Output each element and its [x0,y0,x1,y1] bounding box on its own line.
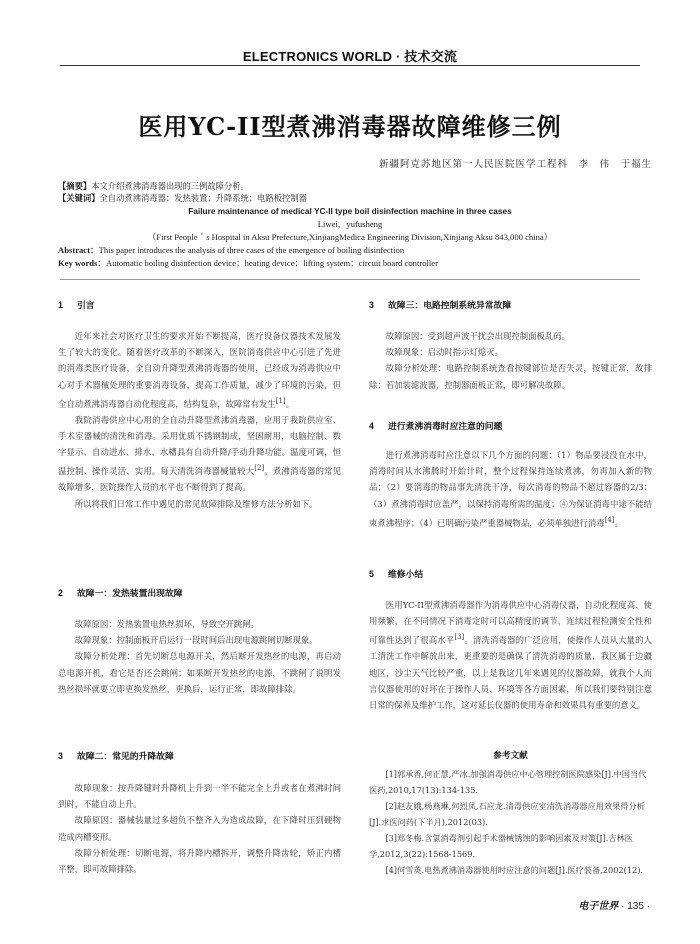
section-5-heading [369,567,423,580]
page-number: · 135 · [621,901,650,912]
section-1-heading [58,298,95,311]
page-footer [578,897,650,912]
english-keywords-text: Automatic boiling disinfection device；heating device；lifting system；circuit board controller [105,258,438,268]
journal-brand: 电子世界 [578,901,619,912]
section-1-number: 1 [58,300,63,310]
section-2-body [58,616,341,697]
keywords-cn-label: 【关键词】 [58,193,100,203]
section-3-title: 故障二：常见的升降故障 [77,751,174,761]
section-4-body [369,447,652,531]
references-list [369,766,652,878]
section-4-heading [369,419,502,432]
english-keywords [58,258,642,270]
paragraph: 故障分析处理：切断电源，将升降内槽拆开，调整升降齿轮，矫正内槽平整，即可故障排除。 [58,847,341,875]
abstract-cn-label: 【摘要】 [58,181,92,191]
paragraph: 近年来社会对医疗卫生的要求开始不断提高，医疗设备仪器技术发展发生了较大的变化。随着医疗改革的不断深入，医院消毒供应中心引进了先进的消毒类医疗设备，全自动升降型煮沸消毒器的使用，已经成为消毒供应中心对手术器械处理的重要消毒设备，提高工作质量，减少了环境的污染，但全自动煮沸消毒器自动化程度高，结构复杂，故障常有发生[1]。 [58,331,341,409]
paragraph: 故障现象：启动时指示灯熄灭。 [385,347,504,358]
section-3-body [58,780,341,877]
section-5-number: 5 [369,569,374,579]
section-2-number: 2 [58,588,63,598]
english-abstract-label: Abstract： [58,245,99,255]
english-affiliation: （First People＇s Hospital in Aksu Prefecture,XinjiangMedica Engineering Division,Xinjiang Aksu 843,000 china） [147,232,553,242]
english-abstract [58,245,642,257]
citation: [4] [604,515,615,524]
paragraph: 故障原因：受到超声波干扰会出现控制面板乱码。 [385,331,571,341]
section-4-title: 进行煮沸消毒时应注意的问题 [388,421,503,431]
header-rule [60,65,640,66]
section-3b-heading [369,298,511,311]
reference-item: [3]郑冬梅.含氯消毒剂引起手术器械锈蚀的影响因素及对策[J].吉林医学,2012,3(22):1568-1569. [369,833,633,859]
english-keywords-label: Key words： [58,258,106,268]
author-line: 新疆阿克苏地区第一人民医院医学工程科 李 伟 于福生 [378,159,652,170]
paragraph: 所以将我们日常工作中遇见的常见故障排除及维修方法分析如下。 [74,498,318,509]
paragraph: 故障原因：发热装置电热丝损坏，导致空开跳闸。 [74,619,260,629]
section-3-heading [58,749,174,762]
section-3b-title: 故障三：电路控制系统异常故障 [388,300,512,310]
paragraph: 我院消毒供应中心用的全自动升降型煮沸消毒器，应用于我院供应室、手术室器械的清洗和消毒。采用优质不锈钢制成，坚固耐用，电脑控制、数字显示、自动进水、排水、水槽具有自动升降/手动升降功能。温度可调，恒温控制、操作灵活、实用。每天清洗消毒器械量较大[2]。煮沸消毒器的常见故障增多，医院操作人员的水平也不断得到了提高。 [58,414,342,493]
reference-item: [2]赵友娥,杨燕琳,何烈凤,石应龙.清毒供应室清洗消毒器应用效果得分析[J].求医问药(下半月),2012(03). [369,801,645,827]
paragraph: 故障分析处理：首先切断总电源开关，然后断开发热丝的电源，再启动总电源开机，看它是否还会跳闸；如果断开发热丝的电源，不跳闸了说明发热丝损坏就要立即更换发热丝，更换后，运行正常，即故障排除。 [58,651,341,694]
article-title: 医用YC-II型煮沸消毒器故障维修三例 [138,112,562,141]
paragraph: 医用YC-II型煮沸消毒器作为消毒供应中心消毒仪器，自动化程度高、使用频繁，在不同情况下消毒定时可以高精度的调节，连续过程检测安全性和可靠性达到了很高水平[3]。清洗消毒器的广泛应用，使操作人员从大量的人工清洗工作中解放出来，更重要的是确保了清洗消毒的质量，我区属于边疆地区，沙尘天气比较严重，以上是我这几年来遇见的仪器故障，就我个人而言仪器使用的好坏在于操作人员、环境等各方面因素，所以我们要特别注意日常的保养及维护工作，这对延长仪器的使用寿命和效果具有重要的意义。 [369,600,653,711]
section-2-heading [58,586,183,599]
section-1-body [58,328,341,512]
journal-header: ELECTRONICS WORLD · 技术交流 [242,49,458,64]
references-title: 参考文献 [493,751,528,761]
reference-item: [1]郭承香,何正慧,严冰.加强消毒供应中心管理控制医院感染[J].中国当代医药,2010,17(13):134-135. [369,769,647,795]
paragraph: 进行煮沸消毒时应注意以下几个方面的问题：（1）物品要浸没在水中，消毒时间从水沸腾时开始计时，整个过程保持连续煮沸，勿再加入新的物品；（2）要消毒的物品事先清洗干净，每次消毒的物品不超过容器的2/3；（3）煮沸消毒时应盖严，以保持消毒所需的温度；④为保证消毒中途不能结束煮沸程序；（4）已明确污染严重器械物品，必须单独进行消毒[4]。 [369,450,652,528]
english-title: Failure maintenance of medical YC-II type boil disinfection machine in three cases [188,206,512,216]
abstract-cn-text: 本文介绍煮沸消毒器出现的三例故障分析。 [91,181,249,191]
section-4-number: 4 [369,421,374,431]
abstract-cn [58,181,642,193]
citation: [1] [275,396,286,405]
paragraph: 故障原因：器械装量过多超负不整齐入为造成故障，在下降时压到硬物造成内槽变形。 [58,815,341,842]
citation: [3] [454,633,465,642]
citation: [2] [254,464,265,473]
section-1-title: 引言 [77,300,95,310]
keywords-cn-text: 全自动煮沸消毒器；发热装置；升降系统；电路板控制器 [99,193,307,203]
english-abstract-text: This paper introduces the analysis of three cases of the emergence of boiling disinfection [98,245,405,255]
english-authors: Liwei，yufusheng [317,219,383,229]
paragraph: 故障现象：按升降键时升降机上升到一半不能完全上升或者在煮沸时间到时，不能自动上升。 [58,783,341,810]
section-5-title: 维修小结 [388,569,424,579]
section-2-title: 故障一：发热装置出现故障 [77,588,183,598]
section-3-number: 3 [58,751,63,761]
paragraph: 故障现象：控制面板开启运行一段时间后出现电源跳闸切断现象。 [74,635,318,646]
keywords-cn [58,193,642,205]
paragraph: 故障分析处理：电路控制系统查看按键部位是否失灵，按键正常，故排除；若加装滤波器，控制器面板正常，即可解决故障。 [369,363,652,390]
section-5-body [369,597,652,713]
section-rule [60,279,640,280]
reference-item: [4]何雪英.电热煮沸消毒器使用时应注意的问题[J].医疗装备,2002(12). [385,865,644,875]
section-3b-body [369,328,652,393]
section-3b-number: 3 [369,300,374,310]
